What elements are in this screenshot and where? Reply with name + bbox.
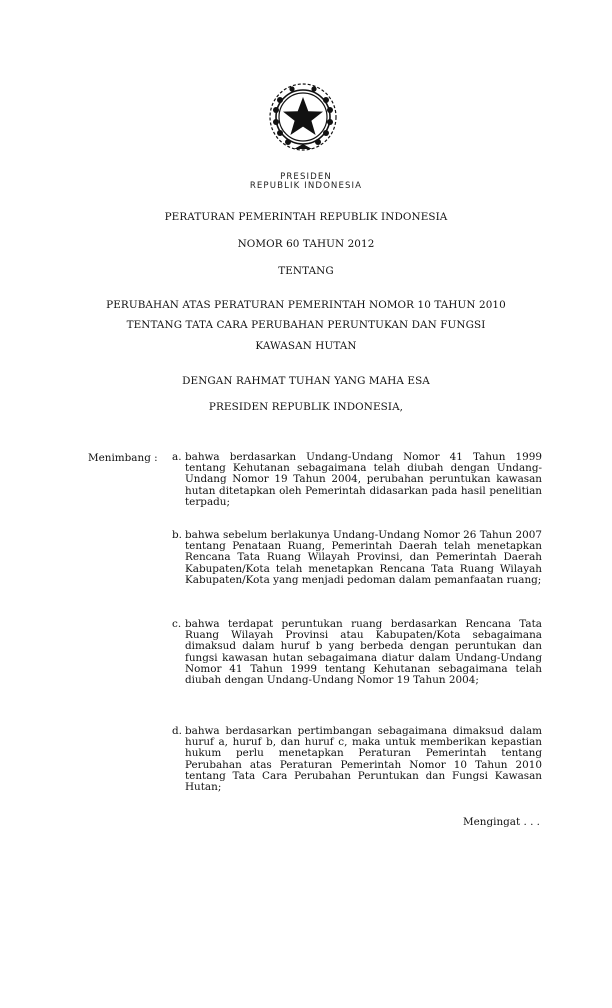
about-heading: TENTANG bbox=[278, 265, 334, 277]
subject-line-1: PERUBAHAN ATAS PERATURAN PEMERINTAH NOMOR 10 TAHUN 2010 bbox=[106, 299, 506, 311]
subject-line-2: TENTANG TATA CARA PERUBAHAN PERUNTUKAN DAN FUNGSI bbox=[126, 319, 486, 331]
item-text: bahwa berdasarkan Undang-Undang Nomor 41 Tahun 1999 tentang Kehutanan sebagaimana telah diubah dengan Undang-Undang Nomor 19 Tahun 2004, perubahan peruntukan kawasan hutan ditetapkan oleh Pemerintah didasarkan pada hasil penelitian terpadu; bbox=[185, 451, 542, 508]
star-icon bbox=[283, 97, 323, 135]
considering-item bbox=[172, 530, 542, 586]
state-emblem-icon bbox=[266, 80, 340, 154]
item-marker: c. bbox=[172, 618, 182, 630]
considering-item bbox=[172, 452, 542, 508]
considering-label: Menimbang : bbox=[88, 452, 158, 464]
continuation-text: Mengingat . . . bbox=[463, 816, 540, 828]
considering-item bbox=[172, 726, 542, 793]
document-title: PERATURAN PEMERINTAH REPUBLIK INDONESIA bbox=[164, 211, 448, 223]
preamble-line-2: PRESIDEN REPUBLIK INDONESIA, bbox=[208, 401, 404, 413]
header-president: PRESIDEN bbox=[280, 172, 332, 182]
item-text: bahwa berdasarkan pertimbangan sebagaimana dimaksud dalam huruf a, huruf b, dan huruf c, maka untuk memberikan kepastian hukum perlu menetapkan Peraturan Pemerintah tentang Perubahan atas Peraturan Pemerintah Nomor 10 Tahun 2010 tentang Tata Cara Perubahan Peruntukan dan Fungsi Kawasan Hutan; bbox=[185, 725, 542, 794]
preamble-line-1: DENGAN RAHMAT TUHAN YANG MAHA ESA bbox=[182, 375, 430, 387]
header-republic: REPUBLIK INDONESIA bbox=[249, 181, 363, 191]
document-number: NOMOR 60 TAHUN 2012 bbox=[237, 238, 375, 250]
item-marker: a. bbox=[172, 451, 182, 463]
item-marker: d. bbox=[172, 725, 182, 737]
subject-line-3: KAWASAN HUTAN bbox=[255, 340, 357, 352]
item-marker: b. bbox=[172, 529, 182, 541]
item-text: bahwa sebelum berlakunya Undang-Undang Nomor 26 Tahun 2007 tentang Penataan Ruang, Pemerintah Daerah telah menetapkan Rencana Tata Ruang Wilayah Provinsi, dan Pemerintah Daerah Kabupaten/Kota telah menetapkan Rencana Tata Ruang Wilayah Kabupaten/Kota yang menjadi pedoman dalam pemanfaatan ruang; bbox=[185, 529, 542, 586]
item-text: bahwa terdapat peruntukan ruang berdasarkan Rencana Tata Ruang Wilayah Provinsi atau Kabupaten/Kota sebagaimana dimaksud dalam huruf b yang berbeda dengan peruntukan dan fungsi kawasan hutan sebagaimana diatur dalam Undang-Undang Nomor 41 Tahun 1999 tentang Kehutanan sebagaimana telah diubah dengan Undang-Undang Nomor 19 Tahun 2004; bbox=[185, 618, 542, 687]
considering-item bbox=[172, 619, 542, 686]
